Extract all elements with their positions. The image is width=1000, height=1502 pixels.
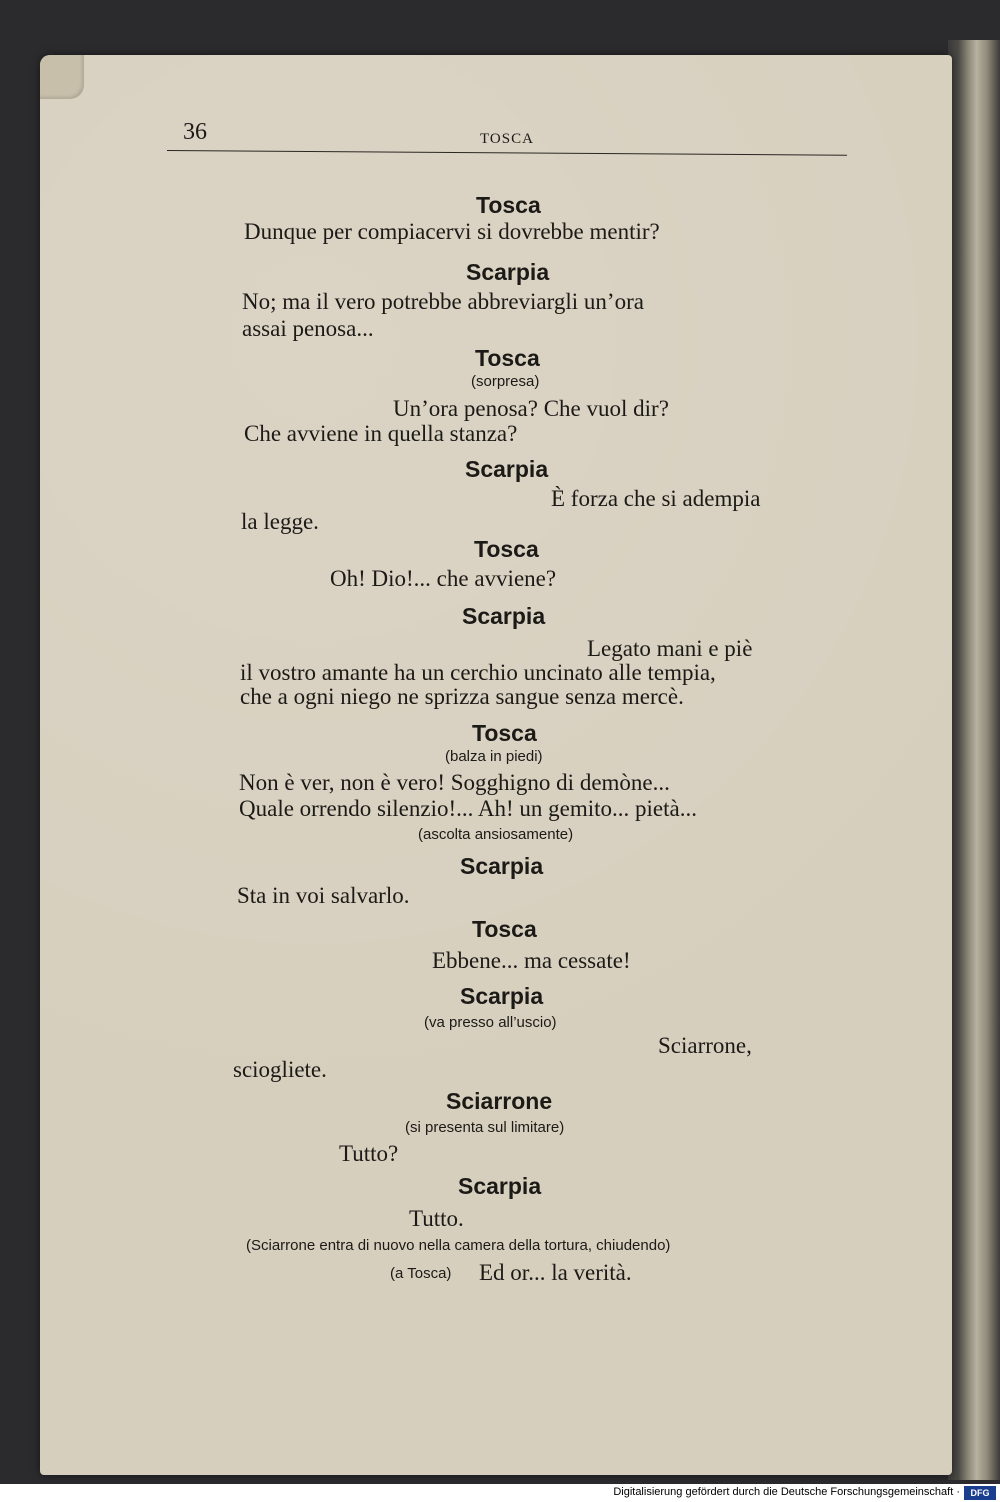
verse-line: assai penosa... bbox=[242, 316, 374, 341]
stage-direction: (balza in piedi) bbox=[445, 748, 543, 765]
dfg-logo: DFG bbox=[964, 1486, 996, 1500]
verse-line: Dunque per compiacervi si dovrebbe mentir? bbox=[244, 219, 660, 244]
speaker-tosca: Tosca bbox=[472, 916, 537, 942]
verse-line: sciogliete. bbox=[233, 1057, 327, 1082]
speaker-tosca: Tosca bbox=[476, 192, 541, 218]
book-spine bbox=[948, 40, 1000, 1480]
speaker-sciarrone: Sciarrone bbox=[446, 1088, 553, 1114]
verse-line: Sciarrone, bbox=[658, 1033, 752, 1058]
verse-line: Che avviene in quella stanza? bbox=[244, 421, 518, 446]
speaker-scarpia: Scarpia bbox=[466, 259, 550, 285]
stage-direction: (si presenta sul limitare) bbox=[405, 1119, 565, 1136]
speaker-scarpia: Scarpia bbox=[460, 853, 544, 879]
verse-line: Oh! Dio!... che avviene? bbox=[330, 566, 557, 591]
verse-line: Ed or... la verità. bbox=[479, 1260, 632, 1285]
verse-line: Un’ora penosa? Che vuol dir? bbox=[393, 396, 669, 421]
stage-direction: (sorpresa) bbox=[471, 373, 540, 390]
running-title: TOSCA bbox=[480, 131, 534, 147]
verse-line: No; ma il vero potrebbe abbreviargli un’ora bbox=[242, 289, 644, 314]
folded-corner bbox=[40, 55, 84, 99]
speaker-tosca: Tosca bbox=[472, 720, 537, 746]
funding-credit: Digitalisierung gefördert durch die Deutsche Forschungsgemeinschaft · bbox=[613, 1486, 960, 1498]
verse-line: Sta in voi salvarlo. bbox=[237, 883, 410, 908]
verse-line: È forza che si adempia bbox=[551, 486, 761, 511]
page-number: 36 bbox=[183, 119, 207, 145]
speaker-tosca: Tosca bbox=[475, 345, 540, 371]
verse-line: Quale orrendo silenzio!... Ah! un gemito... pietà... bbox=[239, 796, 697, 821]
speaker-scarpia: Scarpia bbox=[462, 603, 546, 629]
speaker-scarpia: Scarpia bbox=[458, 1173, 542, 1199]
verse-line: la legge. bbox=[241, 509, 319, 534]
verse-line: Legato mani e piè bbox=[587, 636, 753, 661]
verse-line: che a ogni niego ne sprizza sangue senza mercè. bbox=[240, 684, 684, 709]
verse-line: il vostro amante ha un cerchio uncinato alle tempia, bbox=[240, 660, 716, 685]
footer-bar bbox=[0, 1484, 1000, 1502]
speaker-scarpia: Scarpia bbox=[460, 983, 544, 1009]
stage-direction: (va presso all’uscio) bbox=[424, 1014, 557, 1031]
verse-line: Tutto? bbox=[339, 1141, 399, 1166]
verse-line: Ebbene... ma cessate! bbox=[432, 948, 631, 973]
speaker-scarpia: Scarpia bbox=[465, 456, 549, 482]
stage-direction: (Sciarrone entra di nuovo nella camera della tortura, chiudendo) bbox=[246, 1237, 671, 1254]
verse-line: Non è ver, non è vero! Sogghigno di demòne... bbox=[239, 770, 670, 795]
speaker-tosca: Tosca bbox=[474, 536, 539, 562]
verse-line: Tutto. bbox=[409, 1206, 464, 1231]
stage-direction: (a Tosca) bbox=[390, 1265, 452, 1282]
stage-direction: (ascolta ansiosamente) bbox=[418, 826, 574, 843]
